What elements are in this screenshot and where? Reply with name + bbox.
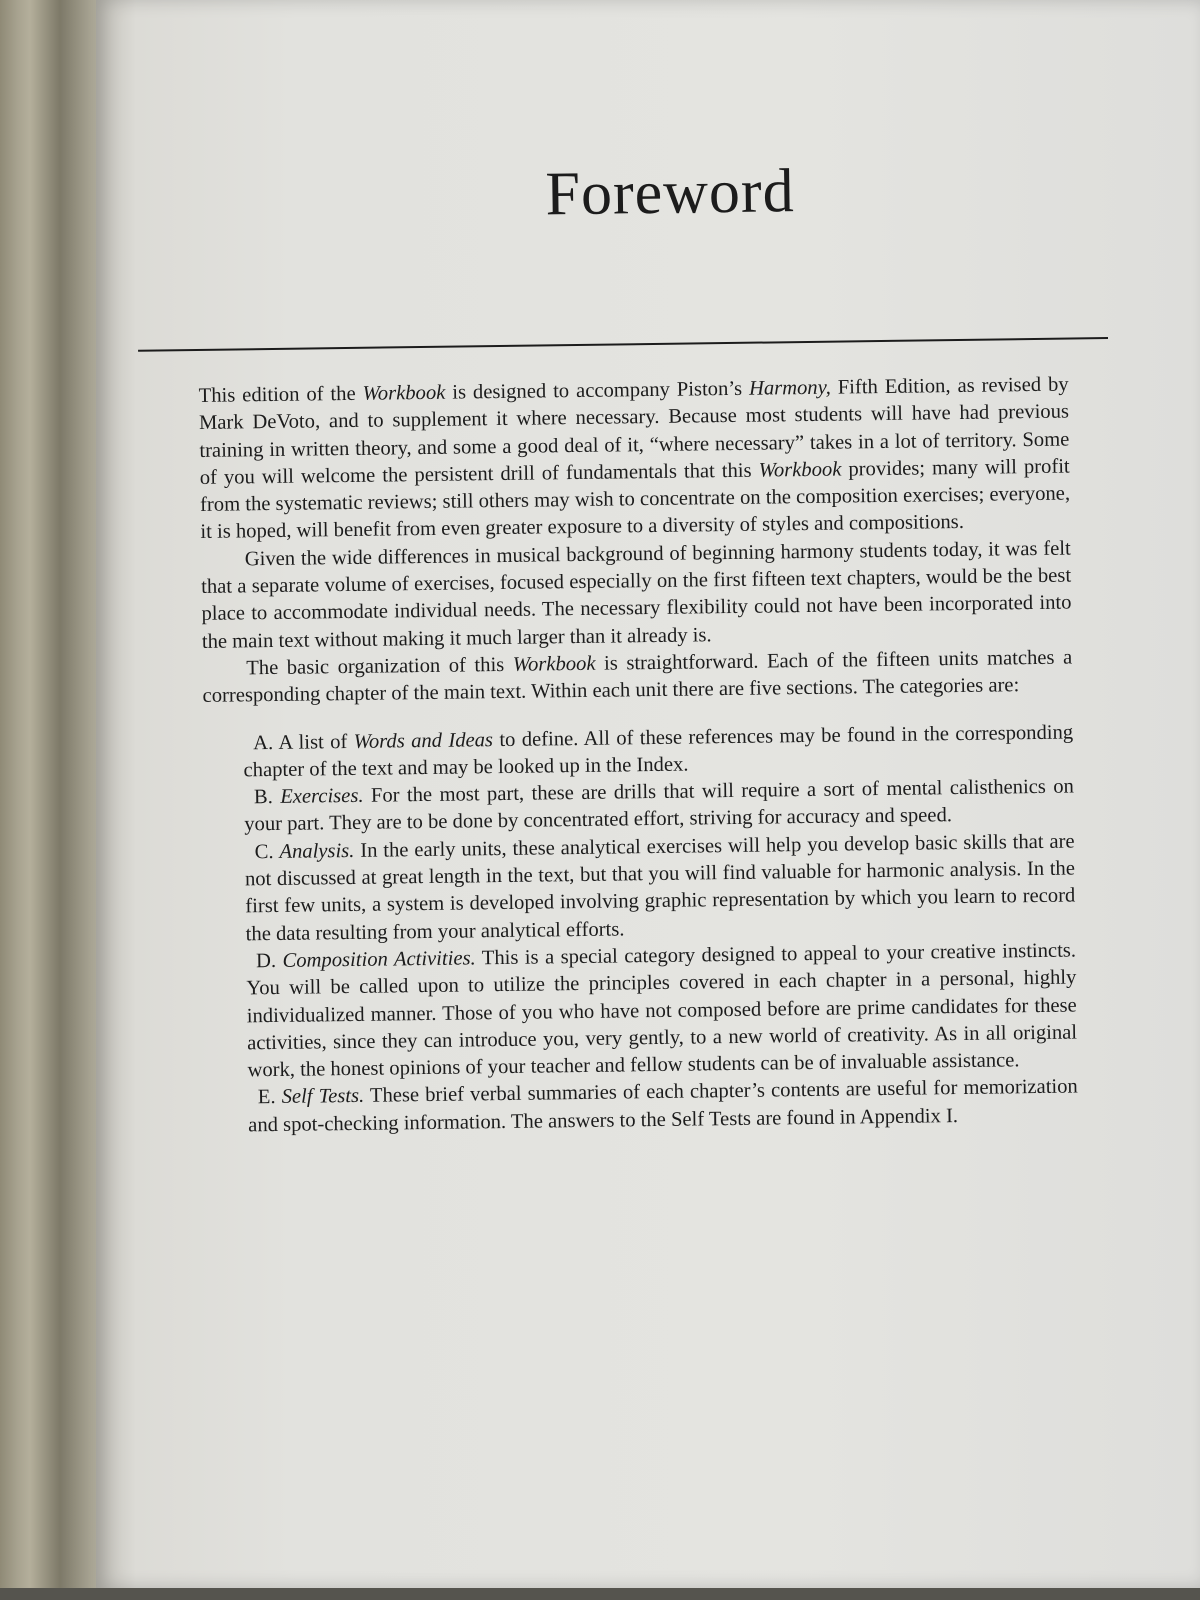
list-item: E. Self Tests. These brief verbal summaries of each chapter’s contents are useful for memorization and spot-checking information. The answers to the Self Tests are found in Appendix I.: [248, 1075, 1078, 1137]
page-content: [86, 0, 1200, 1595]
book-page: [96, 0, 1200, 1588]
bottom-edge-shadow: [0, 1588, 1200, 1600]
paragraph-2: Given the wide differences in musical background of beginning harmony students today, it was felt that a separate volume of exercises, focused especially on the first fifteen text chapters, would be the best place to accommodate individual needs. The necessary flexibility could not have been incorporated into the main text without making it much larger than it already is.: [201, 537, 1072, 653]
page-title: Foreword: [545, 157, 796, 229]
list-item: C. Analysis. In the early units, these analytical exercises will help you develop basic skills that are not discussed at great length in the text, but that you will find valuable for harmonic analysis. In the first few units, a system is developed involving graphic representation by which you learn to record the data resulting from your analytical efforts.: [244, 830, 1076, 946]
paragraph-1: This edition of the Workbook is designed to accompany Piston’s Harmony, Fifth Edition, as revised by Mark DeVoto, and to supplement it where necessary. Because most students will have had previous training in written theory, and some a good deal of it, “where necessary” takes in a lot of territory. Some of you will welcome the persistent drill of fundamentals that this Workbook provides; many will profit from the systematic reviews; still others may wish to concentrate on the composition exercises; everyone, it is hoped, will benefit from even greater exposure to a diversity of styles and compositions.: [198, 373, 1071, 544]
foreword-body: [199, 372, 1079, 1140]
list-item: B. Exercises. For the most part, these are drills that will require a sort of mental calisthenics on your part. They are to be done by concentrated effort, striving for accuracy and speed.: [244, 775, 1075, 836]
categories-list: [243, 719, 1078, 1139]
title-rule: [138, 337, 1108, 352]
list-item: D. Composition Activities. This is a special category designed to appeal to your creative instincts. You will be called upon to utilize the principles covered in each chapter in a personal, highly individualized manner. Those of you who have not composed before are prime candidates for these activities, since they can introduce you, very gently, to a new world of creativity. As in all original work, the honest opinions of your teacher and fellow students can be of invaluable assistance.: [246, 939, 1078, 1082]
paragraph-3: The basic organization of this Workbook is straightforward. Each of the fifteen units matches a corresponding chapter of the main text. Within each unit there are five sections. The categories are:: [202, 646, 1073, 708]
list-item: A. A list of Words and Ideas to define. All of these references may be found in the corresponding chapter of the text and may be looked up in the Index.: [243, 721, 1074, 782]
